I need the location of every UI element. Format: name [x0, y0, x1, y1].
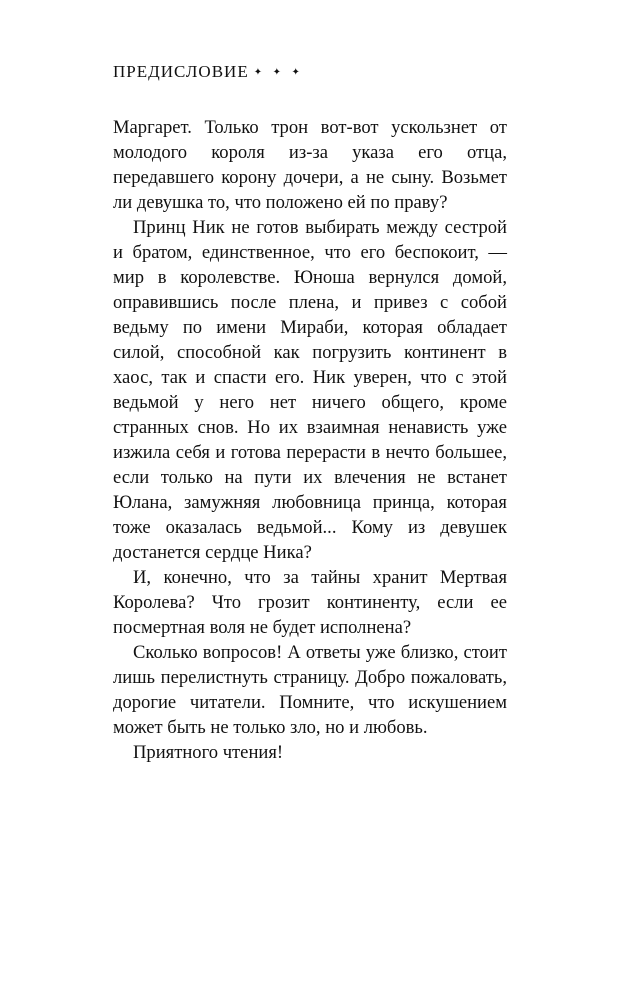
chapter-title: ПРЕДИСЛОВИЕ [113, 62, 249, 81]
paragraph-closing: Приятного чтения! [133, 742, 284, 763]
body-text [113, 115, 507, 765]
ornament-icon: ✦ ✦ ✦ [253, 67, 304, 78]
paragraph: Сколько вопросов! А ответы уже близко, стоит лишь перелистнуть страницу. Добро пожаловать, дорогие читатели. Помните, что искушением может быть не только зло, но и любовь. [113, 642, 507, 738]
paragraph: И, конечно, что за тайны хранит Мертвая Королева? Что грозит континенту, если ее посмертная воля не будет исполнена? [113, 567, 507, 638]
paragraph-continuation: Маргарет. Только трон вот-вот ускользнет от молодого короля из-за указа его отца, передавшего корону дочери, а не сыну. Возьмет ли девушка то, что положено ей по праву? [113, 117, 507, 213]
running-header [113, 62, 304, 82]
paragraph: Принц Ник не готов выбирать между сестрой и братом, единственное, что его беспокоит, — мир в королевстве. Юноша вернулся домой, оправившись после плена, и привез с собой ведьму по имени Мираби, которая обладает силой, способной как погрузить континент в хаос, так и спасти его. Ник уверен, что с этой ведьмой у него нет ничего общего, кроме странных снов. Но их взаимная ненависть уже изжила себя и готова перерасти в нечто большее, если только на пути их влечения не встанет Юлана, замужняя любовница принца, которая тоже оказалась ведьмой... Кому из девушек достанется сердце Ника? [113, 217, 507, 563]
